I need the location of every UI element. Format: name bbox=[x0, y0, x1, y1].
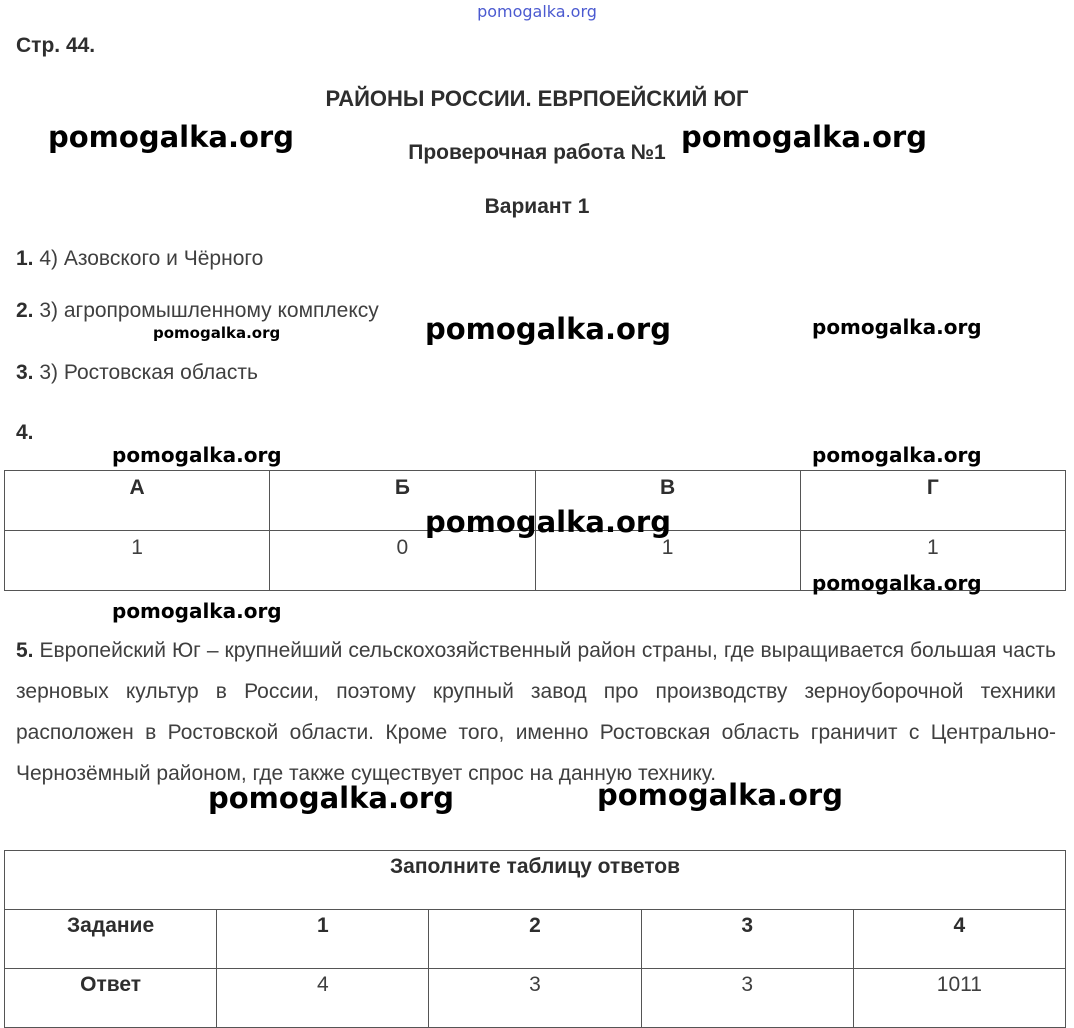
test-subtitle: Проверочная работа №1 bbox=[408, 141, 666, 164]
answer-4-number: 4. bbox=[16, 421, 34, 444]
task-number: 4 bbox=[853, 910, 1065, 969]
answer-2-text: 3) агропромышленному комплексу bbox=[33, 299, 379, 322]
matching-header-g: Г bbox=[800, 471, 1065, 531]
answer-5-text: Европейский Юг – крупнейший сельскохозяйственный район страны, где выращивается большая часть зерновых культур в России, поэтому крупный завод про производству зерноуборочной техники расположен в Ростовской области. Кроме того, именно Ростовская область граничит с Центрально-Чернозёмный районом, где также существует спрос на данную технику. bbox=[16, 639, 1056, 785]
matching-value-b: 0 bbox=[270, 531, 535, 591]
answer-2 bbox=[16, 299, 379, 323]
matching-header-a: А bbox=[5, 471, 270, 531]
variant-heading: Вариант 1 bbox=[484, 195, 590, 218]
answer-1-number: 1. bbox=[16, 247, 34, 270]
task-number: 1 bbox=[217, 910, 429, 969]
page-title: РАЙОНЫ РОССИИ. ЕВРПОЕЙСКИЙ ЮГ bbox=[325, 86, 749, 111]
answer-table bbox=[4, 850, 1066, 1028]
watermark-text: pomogalka.org bbox=[812, 443, 982, 467]
top-watermark: pomogalka.org bbox=[477, 2, 597, 21]
answer-table-task-row bbox=[5, 910, 1066, 969]
matching-value-a: 1 bbox=[5, 531, 270, 591]
page-number: Стр. 44. bbox=[16, 34, 96, 57]
answer-5-paragraph bbox=[16, 630, 1056, 794]
watermark-text: pomogalka.org bbox=[812, 315, 982, 339]
watermark-text: pomogalka.org bbox=[425, 312, 671, 346]
answer-value: 3 bbox=[641, 969, 853, 1028]
answer-value: 4 bbox=[217, 969, 429, 1028]
answer-2-number: 2. bbox=[16, 299, 34, 322]
matching-value-g: 1 bbox=[800, 531, 1065, 591]
answer-4 bbox=[16, 421, 34, 445]
answer-3-number: 3. bbox=[16, 361, 34, 384]
answer-3-text: 3) Ростовская область bbox=[33, 361, 258, 384]
answer-value: 3 bbox=[429, 969, 641, 1028]
matching-header-b: Б bbox=[270, 471, 535, 531]
answer-1-text: 4) Азовского и Чёрного bbox=[33, 247, 264, 270]
matching-value-v: 1 bbox=[535, 531, 800, 591]
answer-table-answer-row bbox=[5, 969, 1066, 1028]
task-number: 2 bbox=[429, 910, 641, 969]
watermark-text: pomogalka.org bbox=[48, 120, 294, 154]
watermark-text: pomogalka.org bbox=[812, 571, 982, 595]
watermark-text: pomogalka.org bbox=[112, 443, 282, 467]
watermark-text: pomogalka.org bbox=[425, 505, 671, 539]
answer-5-number: 5. bbox=[16, 639, 34, 662]
watermark-text: pomogalka.org bbox=[597, 778, 843, 812]
answer-table-caption-row bbox=[5, 851, 1066, 910]
watermark-text: pomogalka.org bbox=[112, 599, 282, 623]
watermark-text: pomogalka.org bbox=[153, 324, 281, 342]
matching-header-v: В bbox=[535, 471, 800, 531]
watermark-text: pomogalka.org bbox=[208, 781, 454, 815]
answer-3 bbox=[16, 361, 258, 385]
task-row-label: Задание bbox=[5, 910, 217, 969]
watermark-text: pomogalka.org bbox=[681, 120, 927, 154]
answer-1 bbox=[16, 247, 263, 271]
answer-row-label: Ответ bbox=[5, 969, 217, 1028]
answer-value: 1011 bbox=[853, 969, 1065, 1028]
task-number: 3 bbox=[641, 910, 853, 969]
answer-table-caption: Заполните таблицу ответов bbox=[5, 851, 1066, 910]
